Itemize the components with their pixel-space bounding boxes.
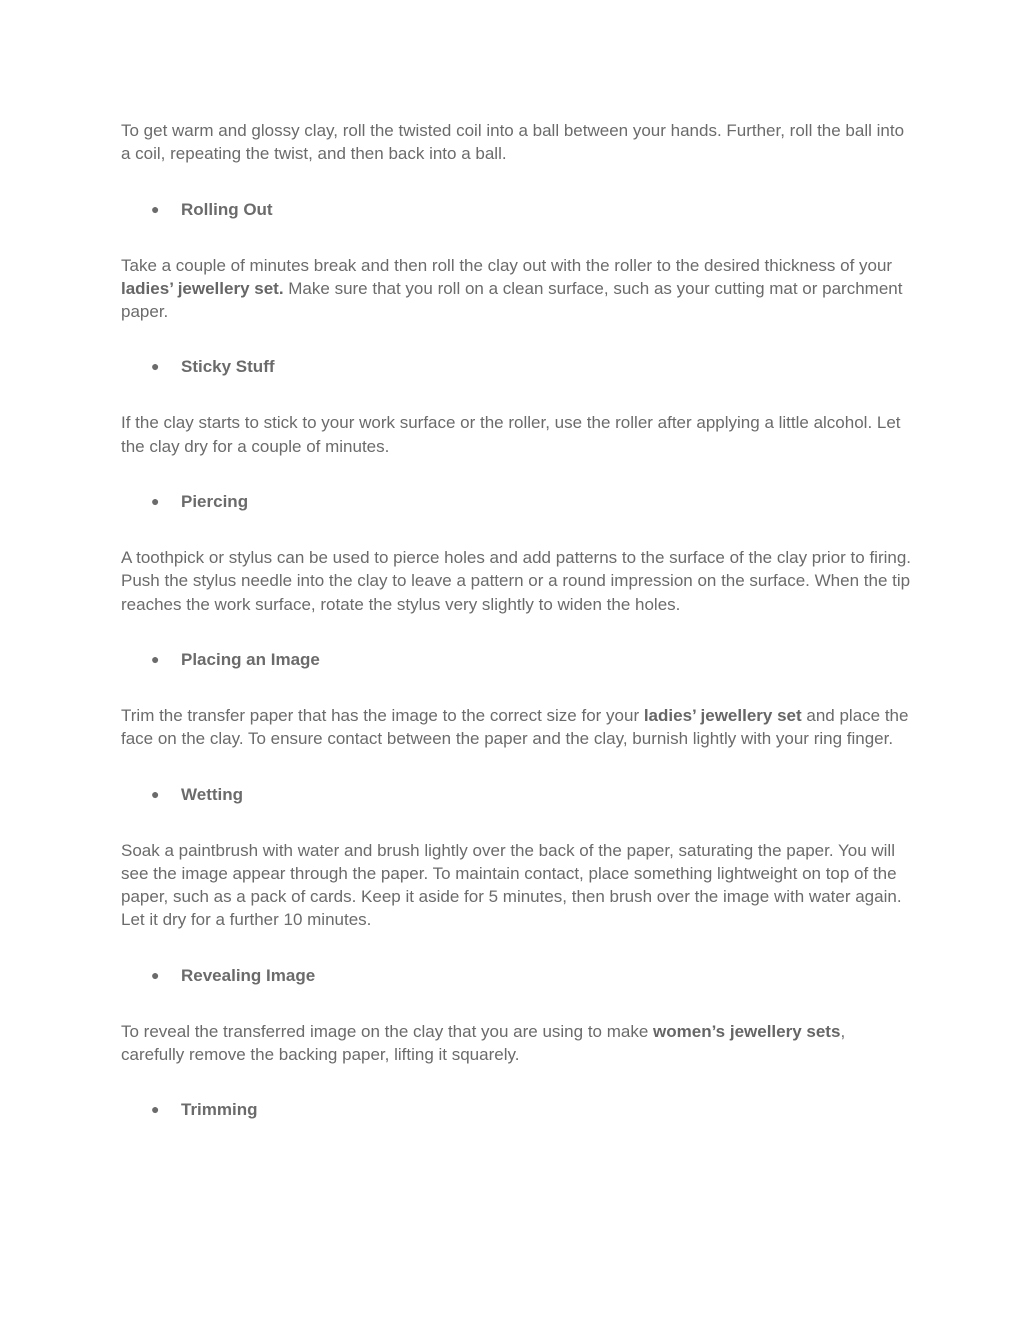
bullet-item — [121, 783, 911, 807]
paragraph-text: Trim the transfer paper that has the image to the correct size for your — [121, 705, 644, 725]
paragraph-text: and place the face on the clay. To ensure contact between the paper and the clay, burnish lightly with your ring finger. — [121, 705, 909, 749]
bullet-item — [121, 1098, 911, 1122]
bullet-item — [121, 490, 911, 514]
paragraph — [121, 411, 911, 458]
paragraph — [121, 119, 911, 166]
paragraph — [121, 546, 911, 616]
paragraph-text: Soak a paintbrush with water and brush lightly over the back of the paper, saturating the paper. You will see the image appear through the paper. To maintain contact, place something lightweight on top of the paper, such as a pack of cards. Keep it aside for 5 minutes, then brush over the image with water again. Let it dry for a further 10 minutes. — [121, 840, 902, 930]
bullet-item — [121, 964, 911, 988]
bullet-heading: Sticky Stuff — [181, 357, 275, 377]
bold-text: women’s jewellery sets — [653, 1021, 841, 1041]
bullet-heading: Rolling Out — [181, 199, 273, 219]
bullet-dot-icon: ● — [151, 1101, 160, 1118]
paragraph — [121, 839, 911, 932]
bullet-item — [121, 198, 911, 222]
bullet-item — [121, 648, 911, 672]
bullet-item — [121, 355, 911, 379]
bullet-dot-icon: ● — [151, 966, 160, 983]
bold-text: ladies’ jewellery set. — [121, 278, 284, 298]
document-page — [121, 119, 911, 1154]
bullet-heading: Wetting — [181, 784, 244, 804]
paragraph-text: If the clay starts to stick to your work surface or the roller, use the roller after applying a little alcohol. Let the clay dry for a couple of minutes. — [121, 413, 901, 456]
paragraph — [121, 1020, 911, 1067]
paragraph — [121, 704, 911, 751]
bullet-dot-icon: ● — [151, 493, 160, 510]
bullet-heading: Revealing Image — [181, 965, 316, 985]
paragraph — [121, 254, 911, 324]
paragraph-text: To get warm and glossy clay, roll the twisted coil into a ball between your hands. Further, roll the ball into a coil, repeating the twist, and then back into a ball. — [121, 121, 905, 164]
bullet-dot-icon: ● — [151, 358, 160, 375]
paragraph-text: Take a couple of minutes break and then roll the clay out with the roller to the desired thickness of your — [121, 255, 893, 275]
bullet-dot-icon: ● — [151, 785, 160, 802]
bullet-heading: Placing an Image — [181, 649, 320, 669]
bold-text: ladies’ jewellery set — [643, 705, 802, 725]
paragraph-text: To reveal the transferred image on the clay that you are using to make — [121, 1021, 654, 1041]
bullet-dot-icon: ● — [151, 200, 160, 217]
bullet-dot-icon: ● — [151, 650, 160, 667]
bullet-heading: Piercing — [181, 492, 249, 512]
bullet-heading: Trimming — [181, 1100, 258, 1120]
paragraph-text: Make sure that you roll on a clean surface, such as your cutting mat or parchment paper. — [121, 278, 903, 322]
paragraph-text: A toothpick or stylus can be used to pierce holes and add patterns to the surface of the clay prior to firing. Push the stylus needle into the clay to leave a pattern or a round impression on the surface. When the tip reaches the work surface, rotate the stylus very slightly to widen the holes. — [121, 548, 912, 614]
paragraph-text: , carefully remove the backing paper, lifting it squarely. — [121, 1021, 846, 1065]
